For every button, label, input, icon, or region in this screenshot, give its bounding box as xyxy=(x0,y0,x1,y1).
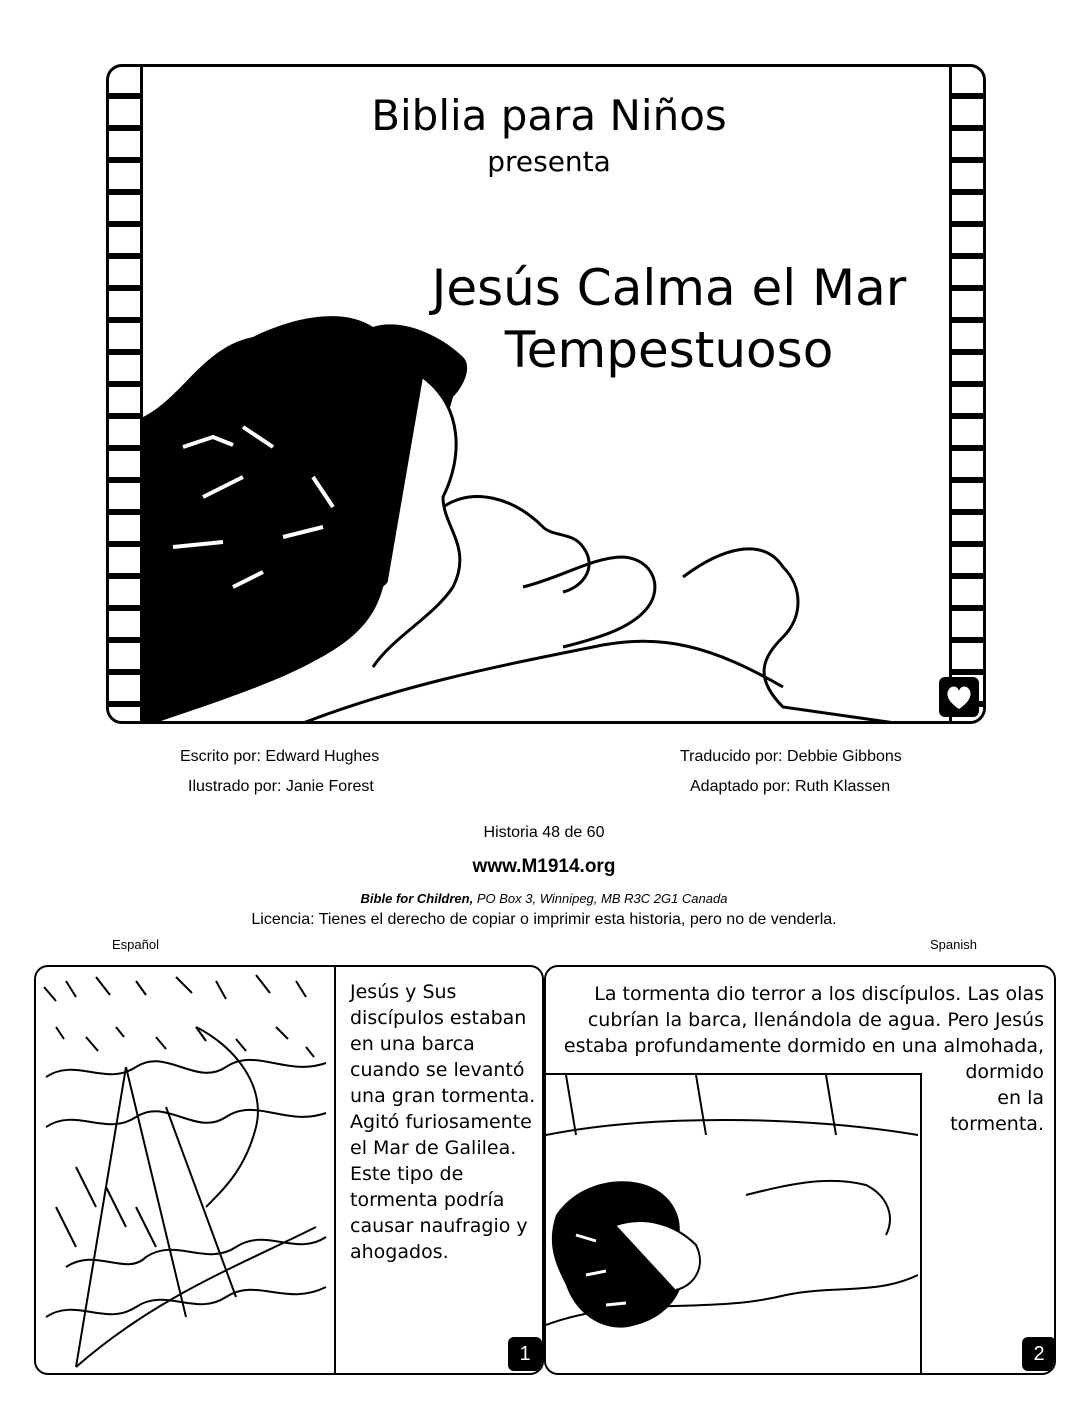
language-spanish-english: Spanish xyxy=(930,937,977,952)
cover-frame xyxy=(106,64,986,724)
panel1-text-line: el Mar de Galilea. xyxy=(350,1137,517,1159)
panel2-text-line: dormido xyxy=(965,1061,1044,1083)
address-line xyxy=(244,891,844,906)
film-strip-right xyxy=(949,67,983,721)
story-panel-1 xyxy=(34,965,544,1375)
series-title: Biblia para Niños xyxy=(371,91,727,140)
sleeping-jesus-illustration xyxy=(546,1075,918,1375)
written-by: Escrito por: Edward Hughes xyxy=(180,748,380,765)
heart-logo-icon xyxy=(939,677,979,717)
story-number: Historia 48 de 60 xyxy=(483,824,605,841)
panel1-text-line: Este tipo de xyxy=(350,1163,464,1185)
translated-by: Traducido por: Debbie Gibbons xyxy=(680,748,902,765)
panel2-text-line: estaba profundamente dormido en una almohada, xyxy=(563,1035,1044,1057)
adapted-by: Adaptado por: Ruth Klassen xyxy=(690,778,891,795)
panel1-text-line: una gran tormenta. xyxy=(350,1085,536,1107)
page-number-1: 1 xyxy=(508,1337,542,1371)
panel2-text-line: en la xyxy=(997,1087,1044,1109)
story-panel-2 xyxy=(544,965,1056,1375)
story-title-line1: Jesús Calma el Mar xyxy=(431,259,907,317)
panel2-text-line: cubrían la barca, llenándola de agua. Pero Jesús xyxy=(587,1009,1044,1031)
panel2-text-line: La tormenta dio terror a los discípulos. Las olas xyxy=(594,983,1044,1005)
panel1-text-line: en una barca xyxy=(350,1033,475,1055)
panel1-text-line: Agitó furiosamente xyxy=(350,1111,532,1133)
sleeping-jesus-frame xyxy=(546,1073,922,1375)
panel1-text-line: cuando se levantó xyxy=(350,1059,525,1081)
storm-boat-illustration xyxy=(36,967,334,1375)
panel1-text-line: Jesús y Sus xyxy=(350,981,457,1003)
panel1-text-line: ahogados. xyxy=(350,1241,449,1263)
language-spanish-native: Español xyxy=(112,937,159,952)
panel1-text-line: discípulos estaban xyxy=(350,1007,527,1029)
presents-label: presenta xyxy=(487,145,611,178)
website-link[interactable]: www.M1914.org xyxy=(472,856,616,877)
panel1-text-line: causar naufragio y xyxy=(350,1215,528,1237)
panel2-text-line: tormenta. xyxy=(950,1113,1044,1135)
page-number-2: 2 xyxy=(1022,1337,1056,1371)
address-org: Bible for Children, xyxy=(360,891,474,906)
illustrated-by: Ilustrado por: Janie Forest xyxy=(188,778,374,795)
jesus-illustration xyxy=(143,287,953,724)
panel1-divider xyxy=(334,967,336,1375)
license-text: Licencia: Tienes el derecho de copiar o imprimir esta historia, pero no de venderla. xyxy=(251,911,837,928)
story-title-line2: Tempestuoso xyxy=(504,321,834,379)
film-strip-left xyxy=(109,67,143,721)
panel1-text xyxy=(350,979,540,1265)
address-rest: PO Box 3, Winnipeg, MB R3C 2G1 Canada xyxy=(473,891,728,906)
panel1-text-line: tormenta podría xyxy=(350,1189,505,1211)
